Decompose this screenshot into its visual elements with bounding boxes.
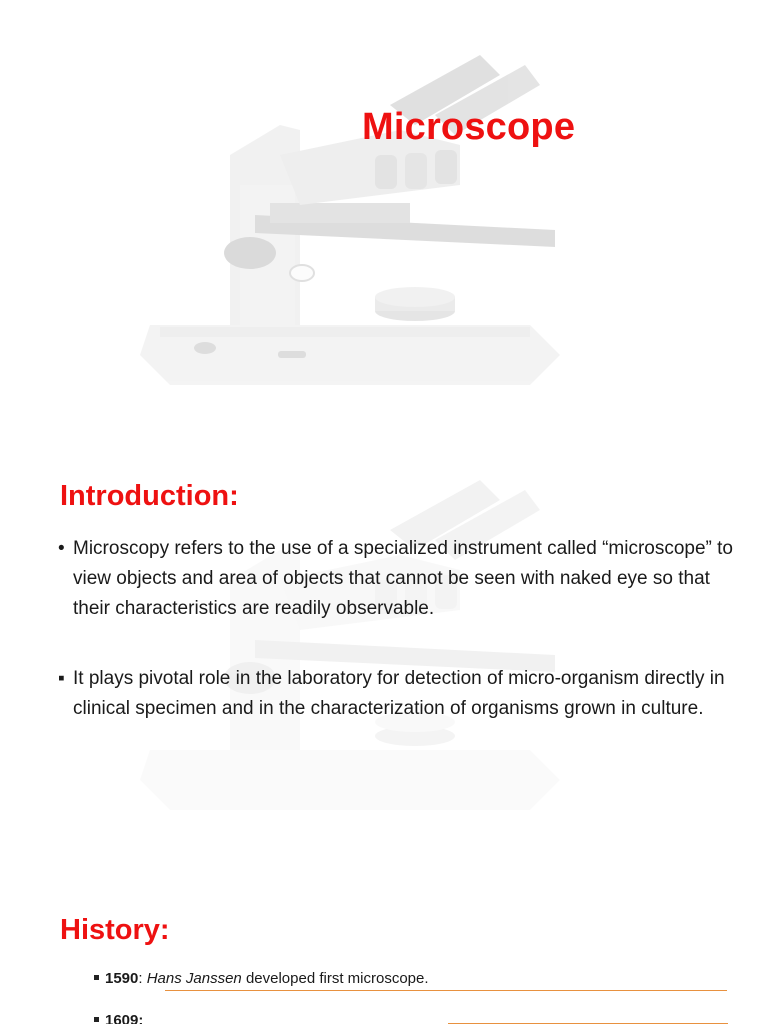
bullet-text: It plays pivotal role in the laboratory for detection of micro-organism directly in clinical specimen and in the characterization of organisms grown in culture. [73,668,725,719]
history-slide [0,872,768,1024]
history-item [94,1011,143,1024]
history-person: Hans Janssen [146,970,242,987]
bullet-text: Microscopy refers to the use of a specialized instrument called “microscope” to view objects and area of objects that cannot be seen with naked eye so that their characteristics are readily observable. [73,538,733,619]
introduction-slide [0,420,768,872]
history-year: 1609 [105,1012,139,1024]
history-year: 1590 [105,970,139,987]
square-bullet-icon [94,975,99,980]
bullet-marker: • [58,538,65,559]
microscope-image [130,35,570,395]
underline-divider [165,990,727,991]
title-slide [0,0,768,420]
history-separator: : [138,1012,144,1024]
intro-bullet [58,534,738,624]
history-description: developed first microscope. [241,970,429,987]
slide-title: Microscope [362,106,576,148]
history-separator: : [138,970,147,987]
bullet-marker: ▪ [58,668,65,689]
intro-bullet [58,664,738,724]
history-item [94,969,429,989]
square-bullet-icon [94,1017,99,1022]
history-heading: History: [60,914,170,946]
microscope-image [130,460,570,820]
introduction-heading: Introduction: [60,480,239,512]
